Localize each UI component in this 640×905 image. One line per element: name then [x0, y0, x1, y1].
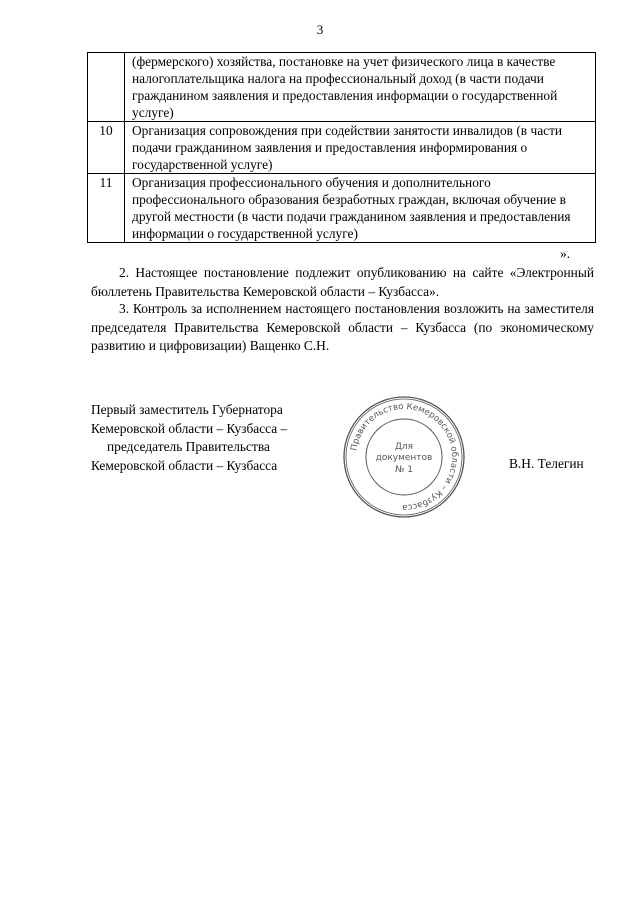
- paragraph-control: 3. Контроль за исполнением настоящего постановления возложить на заместителя председателя Правительства Кемеровской области – Кузбасса (по экономическому развитию и цифровизации) Ващенко С.Н.: [91, 301, 594, 353]
- table-row: [88, 174, 596, 243]
- stamp-ring-text: Правительство Кемеровской области – Кузбасса: [349, 401, 460, 513]
- signature-title-line: Кемеровской области – Кузбасса: [91, 457, 278, 473]
- row-number: [88, 53, 125, 122]
- row-text: (фермерского) хозяйства, постановке на учет физического лица в качестве налогоплательщика налога на профессиональный доход (в части подачи гражданином заявления и предоставления информации о государственной услуге): [125, 53, 596, 122]
- services-table: [87, 52, 596, 243]
- row-number: 11: [88, 174, 125, 243]
- table-row: [88, 53, 596, 122]
- stamp-center-line: документов: [375, 453, 433, 463]
- closing-quote: ».: [560, 246, 571, 261]
- signature-title-line: Кемеровской области – Кузбасса –: [91, 420, 288, 436]
- paragraph-publication: 2. Настоящее постановление подлежит опубликованию на сайте «Электронный бюллетень Правительства Кемеровской области – Кузбасса».: [91, 265, 594, 299]
- table-row: [88, 122, 596, 174]
- row-text: Организация сопровождения при содействии занятости инвалидов (в части подачи гражданином заявления и предоставления информирования о государственной услуге): [125, 122, 596, 174]
- stamp-center-line: Для: [394, 442, 414, 452]
- row-text: Организация профессионального обучения и дополнительного профессионального образования безработных граждан, включая обучение в другой местности (в части подачи гражданином заявления и предоставления информации о государственной услуге): [125, 174, 596, 243]
- official-stamp: [340, 393, 468, 521]
- signer-name: В.Н. Телегин: [509, 456, 584, 471]
- signature-title-line: Первый заместитель Губернатора: [91, 402, 283, 417]
- stamp-center-line: № 1: [395, 465, 413, 475]
- row-number: 10: [88, 122, 125, 174]
- signature-title-line: председатель Правительства: [107, 439, 270, 454]
- page-number: 3: [316, 22, 324, 37]
- signature-title-block: [91, 401, 287, 475]
